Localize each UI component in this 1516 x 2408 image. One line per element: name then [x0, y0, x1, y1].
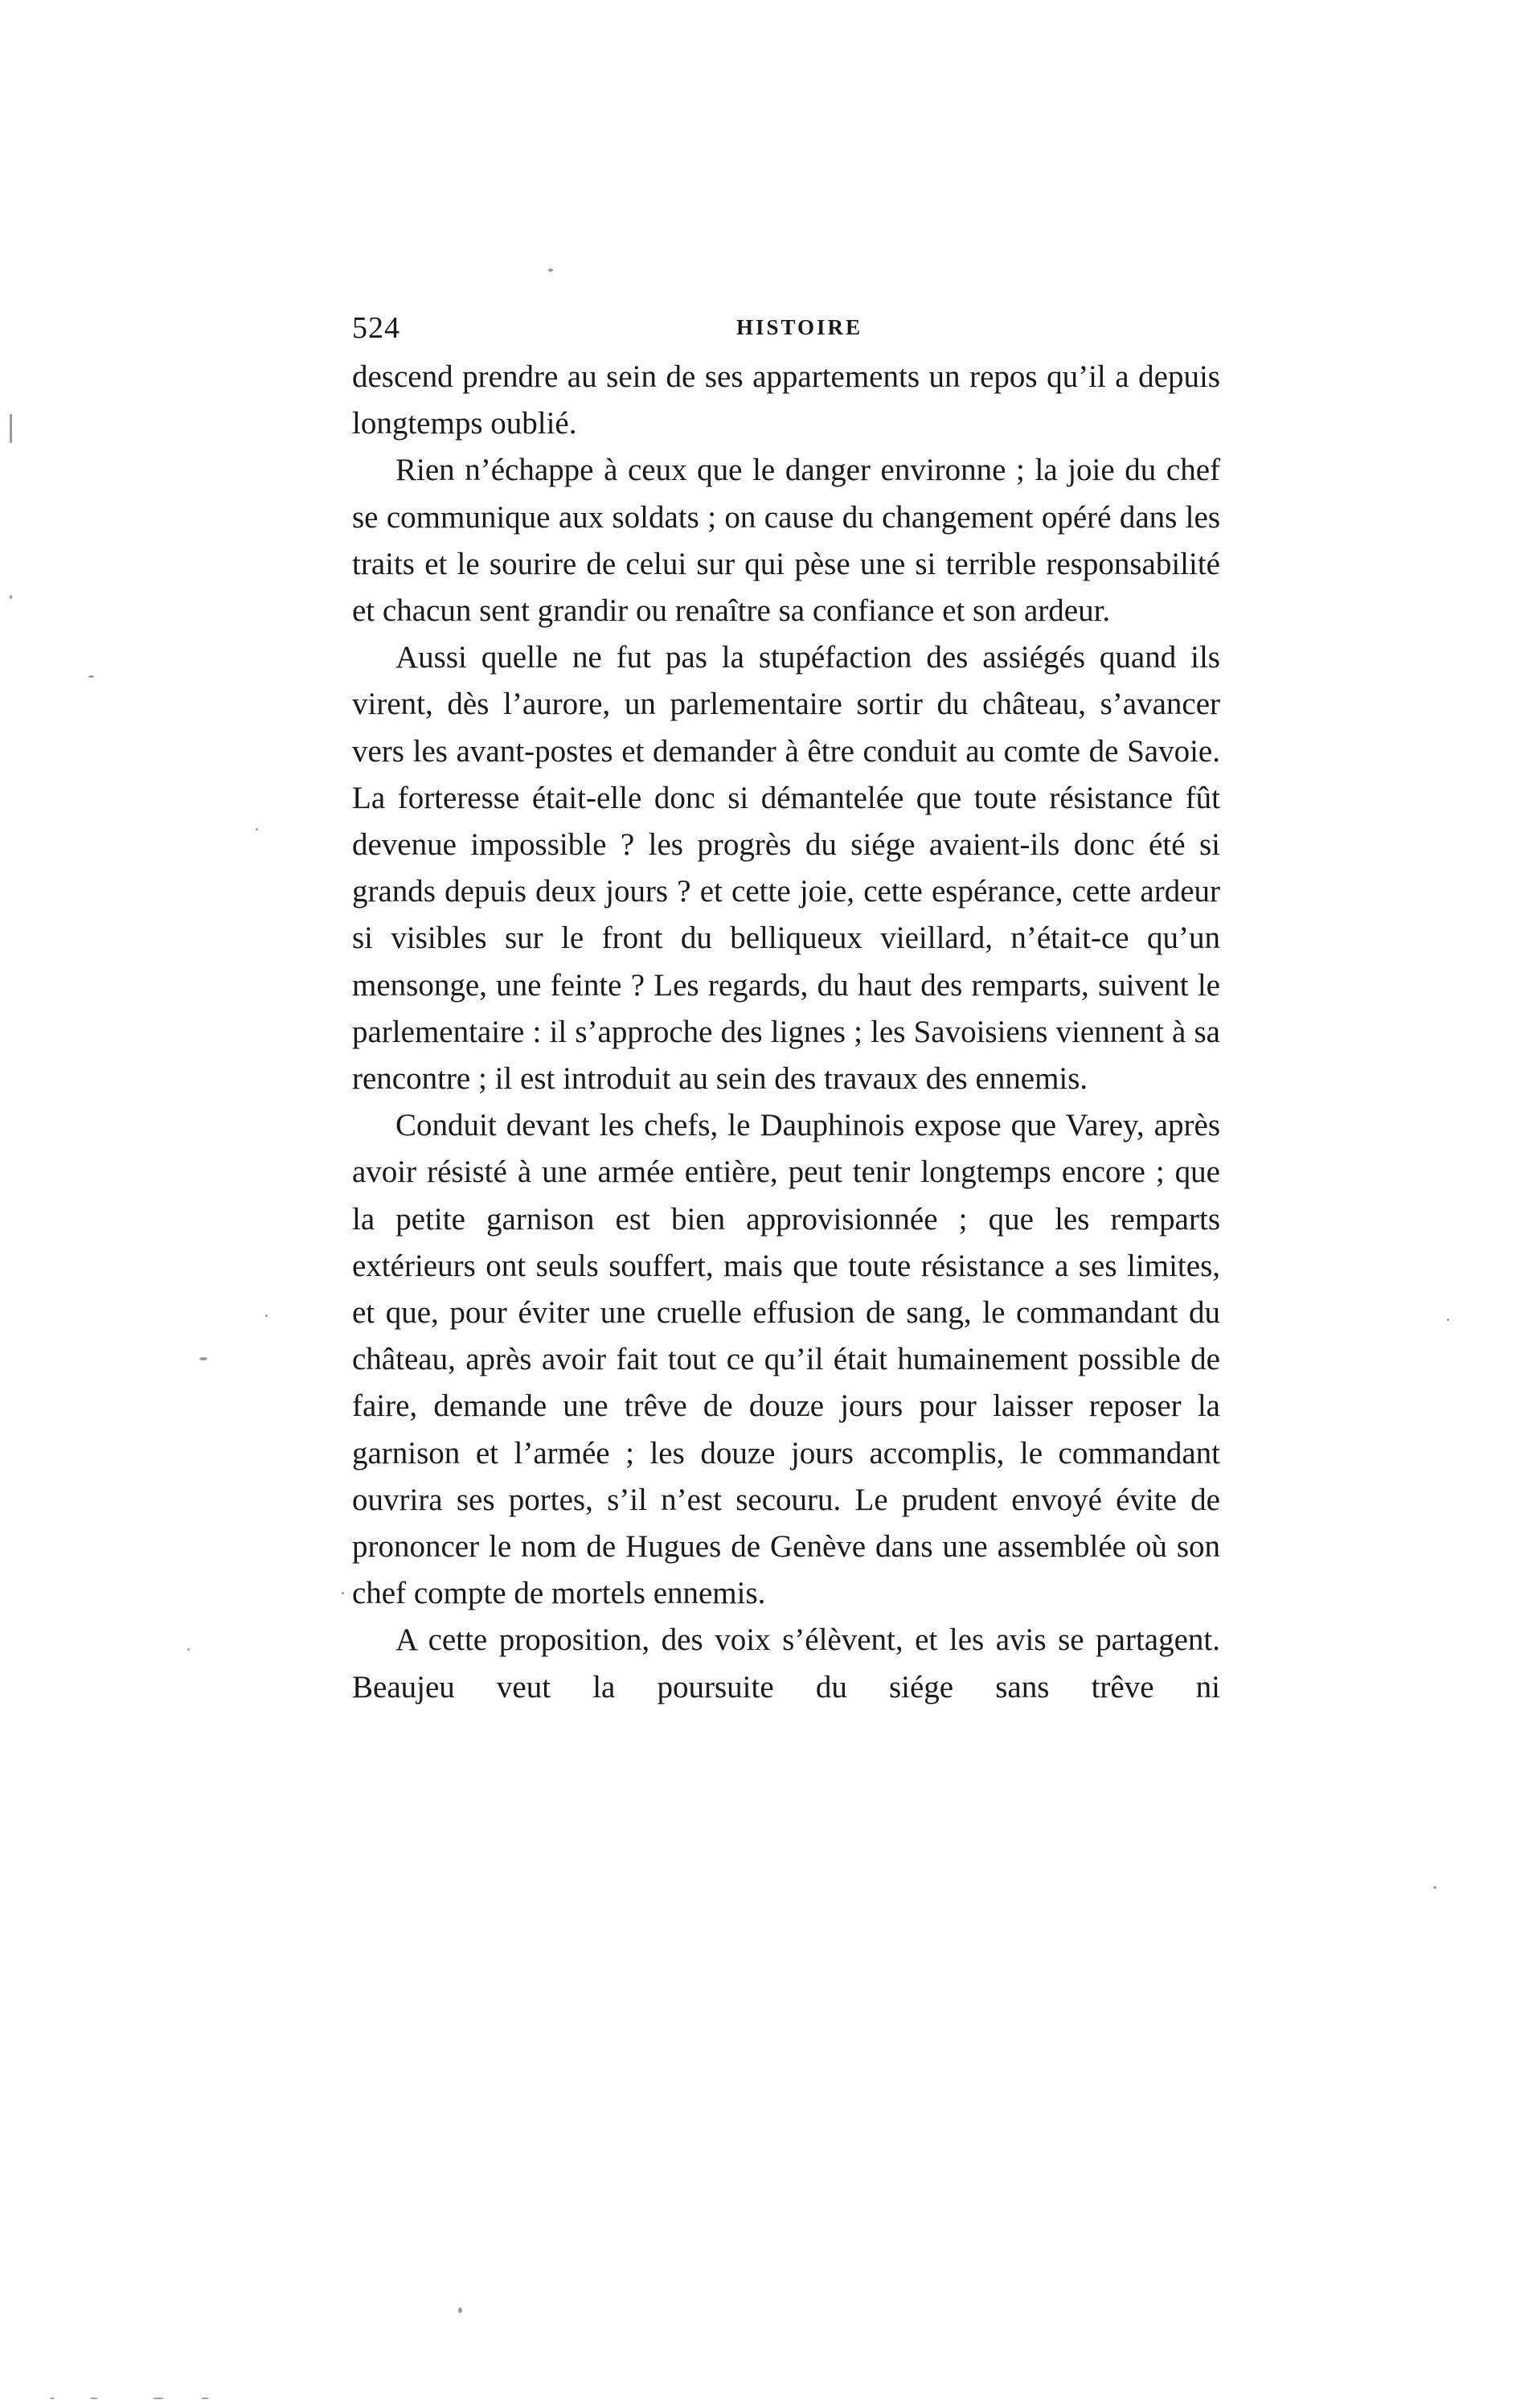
- paragraph-2: Rien n’échappe à ceux que le danger environne ; la joie du chef se communique aux soldats ; on cause du changement opéré dans les traits et le sourire de celui sur qui pèse une si terrible responsabilité et chacun sent grandir ou renaître sa confiance et son ardeur.: [352, 453, 1220, 629]
- paragraph-4: Conduit devant les chefs, le Dauphinois expose que Varey, après avoir résisté à une armée entière, peut tenir longtemps encore ; que la petite garnison est bien approvisionnée ; que les remparts extérieurs ont seuls souffert, mais que toute résistance a ses limites, et que, pour éviter une cruelle effusion de sang, le commandant du château, après avoir fait tout ce qu’il était humainement possible de faire, demande une trêve de douze jours pour laisser reposer la garnison et l’armée ; les douze jours accomplis, le commandant ouvrira ses portes, s’il n’est secouru. Le prudent envoyé évite de prononcer le nom de Hugues de Genève dans une assemblée où son chef compte de mortels ennemis.: [352, 1108, 1220, 1611]
- running-head: [352, 310, 1220, 352]
- running-title: HISTOIRE: [736, 315, 863, 339]
- body-text: [352, 354, 1220, 1711]
- page-number: 524: [352, 311, 400, 345]
- paragraph-1: descend prendre au sein de ses appartements un repos qu’il a depuis longtemps oublié.: [352, 359, 1220, 441]
- paragraph-3: Aussi quelle ne fut pas la stupéfaction des assiégés quand ils virent, dès l’aurore, un parlementaire sortir du château, s’avancer vers les avant-postes et demander à être conduit au comte de Savoie. La forteresse était-elle donc si démantelée que toute résistance fût devenue impossible ? les progrès du siége avaient-ils donc été si grands depuis deux jours ? et cette joie, cette espérance, cette ardeur si visibles sur le front du belliqueux vieillard, n’était-ce qu’un mensonge, une feinte ? Les regards, du haut des remparts, suivent le parlementaire : il s’approche des lignes ; les Savoisiens viennent à sa rencontre ; il est introduit au sein des travaux des ennemis.: [352, 640, 1220, 1097]
- paragraph-5: A cette proposition, des voix s’élèvent, et les avis se partagent. Beaujeu veut la poursuite du siége sans trêve ni: [352, 1622, 1220, 1704]
